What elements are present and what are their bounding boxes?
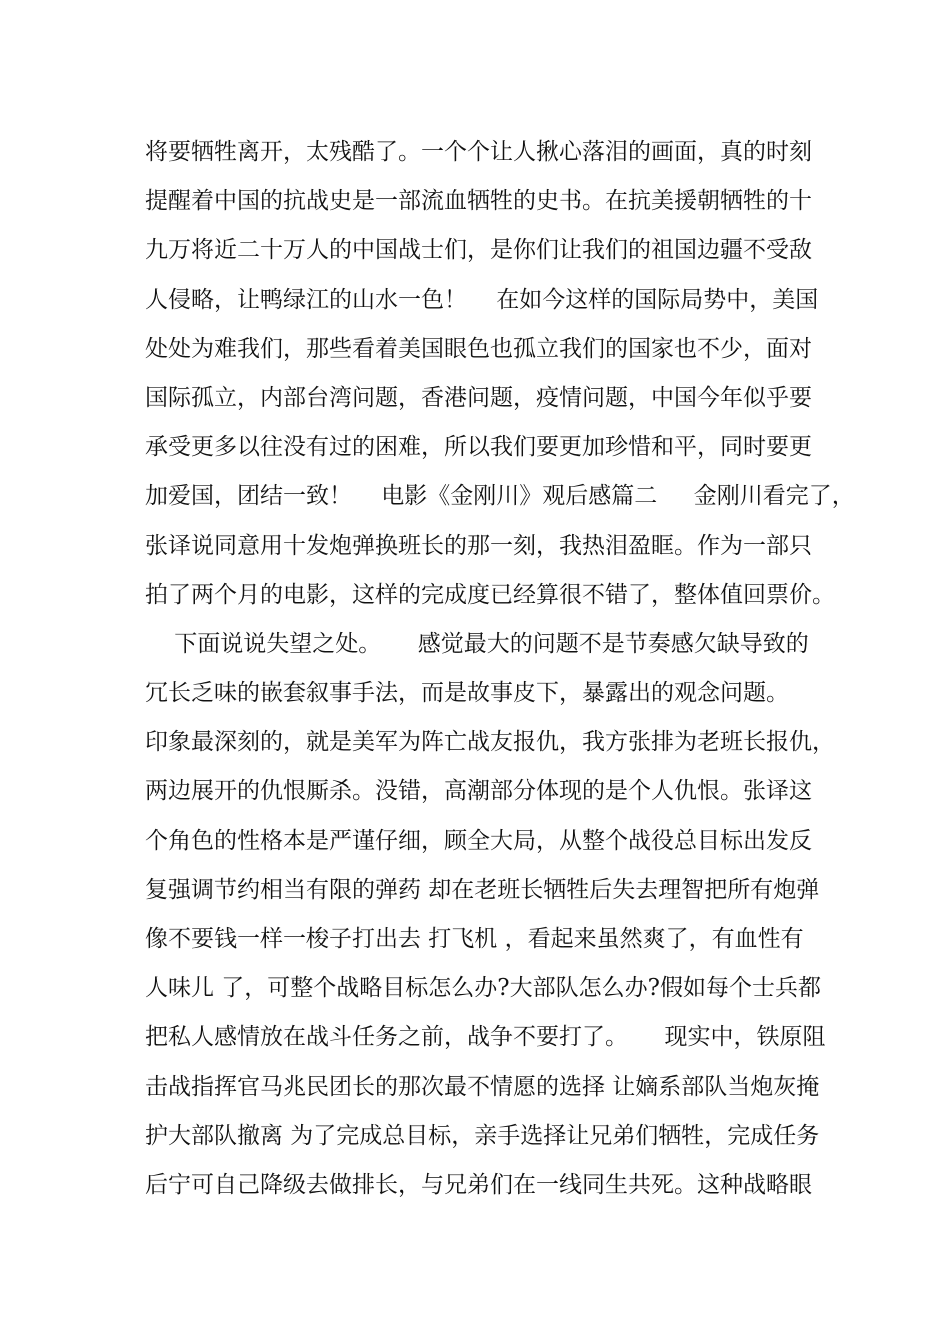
text-line: 像不要钱一样一梭子打出去 打飞机 ，看起来虽然爽了，有血性有: [145, 926, 804, 952]
text-line: 人味儿 了，可整个战略目标怎么办?大部队怎么办?假如每个士兵都: [145, 975, 821, 1002]
text-line: 把私人感情放在战斗任务之前，战争不要打了。 现实中，铁原阻: [145, 1024, 826, 1051]
text-line: 两边展开的仇恨厮杀。没错，高潮部分体现的是个人仇恨。张译这: [145, 778, 812, 805]
body-text: [145, 128, 855, 1210]
text-line: 承受更多以往没有过的困难，所以我们要更加珍惜和平，同时要更: [145, 434, 812, 461]
text-line: 后宁可自己降级去做排长，与兄弟们在一线同生共死。这种战略眼: [145, 1171, 812, 1198]
text-line: 复强调节约相当有限的弹药 却在老班长牺牲后失去理智把所有炮弹: [145, 876, 820, 903]
text-line: 处处为难我们，那些看着美国眼色也孤立我们的国家也不少，面对: [145, 335, 812, 362]
text-line: 提醒着中国的抗战史是一部流血牺牲的史书。在抗美援朝牺牲的十: [145, 188, 812, 215]
text-line: 张译说同意用十发炮弹换班长的那一刻，我热泪盈眶。作为一部只: [145, 532, 812, 559]
text-line: 个角色的性格本是严谨仔细，顾全大局，从整个战役总目标出发反: [145, 827, 812, 854]
text-line: 拍了两个月的电影，这样的完成度已经算很不错了，整体值回票价。: [145, 581, 835, 608]
text-line: 人侵略，让鸭绿江的山水一色！ 在如今这样的国际局势中，美国: [145, 286, 819, 313]
text-line: 加爱国，团结一致！ 电影《金刚川》观后感篇二 金刚川看完了，: [145, 483, 855, 510]
text-line: 下面说说失望之处。 感觉最大的问题不是节奏感欠缺导致的: [145, 630, 809, 657]
text-line: 印象最深刻的，就是美军为阵亡战友报仇，我方张排为老班长报仇，: [145, 729, 835, 756]
text-line: 击战指挥官马兆民团长的那次最不情愿的选择 让嫡系部队当炮灰掩: [145, 1073, 820, 1100]
text-line: 国际孤立，内部台湾问题，香港问题，疫情问题，中国今年似乎要: [145, 384, 812, 411]
text-line: 将要牺牲离开，太残酷了。一个个让人揪心落泪的画面，真的时刻: [145, 139, 812, 165]
text-line: 九万将近二十万人的中国战士们，是你们让我们的祖国边疆不受敌: [145, 237, 812, 264]
text-line: 护大部队撤离 为了完成总目标，亲手选择让兄弟们牺牲，完成任务: [145, 1122, 820, 1149]
text-line: 冗长乏味的嵌套叙事手法，而是故事皮下，暴露出的观念问题。: [145, 680, 789, 707]
